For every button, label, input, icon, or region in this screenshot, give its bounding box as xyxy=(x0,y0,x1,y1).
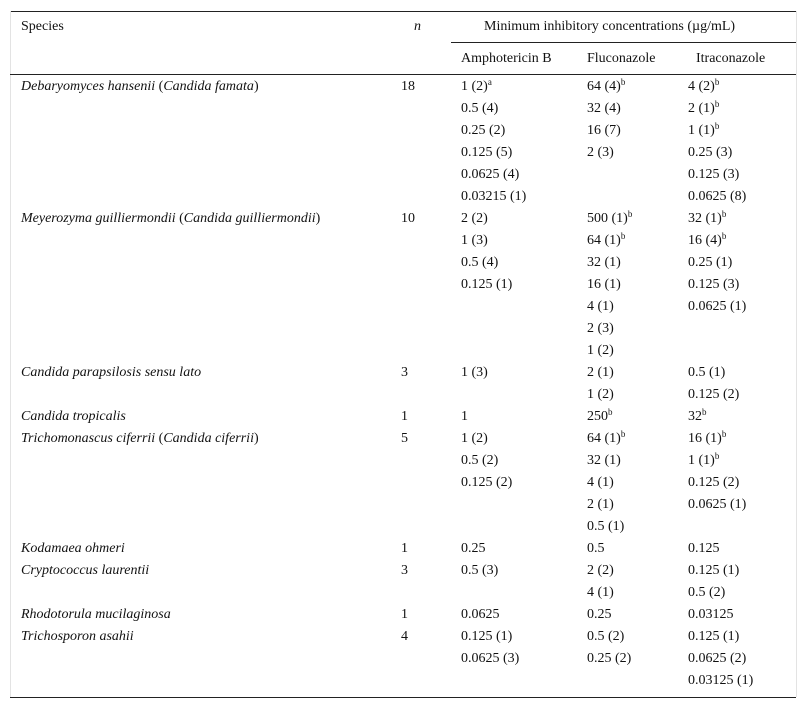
fluconazole-mic: 1 (2) xyxy=(587,387,614,402)
itraconazole-mic: 0.125 (1) xyxy=(688,563,740,578)
amphotericin-mic: 0.5 (4) xyxy=(461,255,499,270)
fluconazole-mic: 0.5 (2) xyxy=(587,629,625,644)
species-synonym: Candida famata xyxy=(163,79,254,94)
footnote-marker: b xyxy=(714,99,720,109)
fluconazole-mic: 64 $(4)^b$ xyxy=(587,77,626,94)
amphotericin-mic: 2 (2) xyxy=(461,211,488,226)
mic-group-rule xyxy=(451,42,796,43)
amphotericin-mic: 0.5 (3) xyxy=(461,563,499,578)
itraconazole-mic: 0.125 (3) xyxy=(688,167,740,182)
footnote-marker: b xyxy=(702,407,707,417)
species-scientific-name: Cryptococcus laurentii xyxy=(21,563,150,578)
itraconazole-mic: 0.125 (3) xyxy=(688,277,740,292)
amphotericin-mic: 0.125 (2) xyxy=(461,475,513,490)
amphotericin-mic: 0.0625 xyxy=(461,607,500,622)
amphotericin-mic: 0.125 (1) xyxy=(461,277,513,292)
itraconazole-mic: 1 $(1)^b$ xyxy=(688,451,720,468)
amphotericin-mic: 0.03215 (1) xyxy=(461,189,527,204)
table-left-border xyxy=(10,11,11,697)
fluconazole-mic: 0.25 (2) xyxy=(587,651,632,666)
footnote-marker: b xyxy=(620,77,626,87)
fluconazole-mic: 2 (3) xyxy=(587,321,614,336)
itraconazole-mic: 32$^b$ xyxy=(688,407,707,424)
species-scientific-name: Trichomonascus ciferrii xyxy=(21,431,156,446)
species-name xyxy=(21,362,201,384)
fluconazole-mic: 16 (1) xyxy=(587,277,621,292)
header-species: Species xyxy=(21,19,64,34)
species-scientific-name: Trichosporon asahii xyxy=(21,629,134,644)
species-scientific-name: Candida tropicalis xyxy=(21,409,126,424)
header-itraconazole: Itraconazole xyxy=(696,51,766,66)
footnote-marker: b xyxy=(620,231,626,241)
footnote-marker: a xyxy=(487,77,492,87)
fluconazole-mic: 2 (2) xyxy=(587,563,614,578)
amphotericin-mic: 0.0625 (3) xyxy=(461,651,520,666)
fluconazole-mic: 32 (1) xyxy=(587,255,621,270)
species-name: Trichomonascus ciferrii (Candida ciferrii) xyxy=(21,431,259,446)
isolate-count: 3 xyxy=(401,365,408,380)
species-scientific-name: Debaryomyces hansenii xyxy=(21,79,156,94)
footnote-marker: b xyxy=(721,209,727,219)
species-name xyxy=(21,538,125,560)
fluconazole-mic: 64 $(1)^b$ xyxy=(587,429,626,446)
footnote-marker: b xyxy=(721,231,727,241)
amphotericin-mic: 0.0625 (4) xyxy=(461,167,520,182)
footnote-marker: b xyxy=(714,451,720,461)
isolate-count: 1 xyxy=(401,541,408,556)
itraconazole-mic: 0.25 (1) xyxy=(688,255,733,270)
fluconazole-mic: 1 (2) xyxy=(587,343,614,358)
fluconazole-mic: 4 (1) xyxy=(587,585,614,600)
species-name: Debaryomyces hansenii (Candida famata) xyxy=(21,79,259,94)
itraconazole-mic: 0.25 (3) xyxy=(688,145,733,160)
fluconazole-mic: 32 (1) xyxy=(587,453,621,468)
header-fluconazole: Fluconazole xyxy=(587,51,656,66)
itraconazole-mic: 4 $(2)^b$ xyxy=(688,77,720,94)
header-rule xyxy=(10,74,796,75)
amphotericin-mic: 0.125 (5) xyxy=(461,145,513,160)
fluconazole-mic: 2 (1) xyxy=(587,497,614,512)
species-name: Meyerozyma guilliermondii (Candida guilliermondii) xyxy=(21,211,321,226)
amphotericin-mic: 0.5 (4) xyxy=(461,101,499,116)
itraconazole-mic: 1 $(1)^b$ xyxy=(688,121,720,138)
species-scientific-name: Rhodotorula mucilaginosa xyxy=(21,607,171,622)
species-scientific-name: Candida parapsilosis sensu lato xyxy=(21,365,202,380)
fluconazole-mic: 2 (3) xyxy=(587,145,614,160)
isolate-count: 1 xyxy=(401,409,408,424)
itraconazole-mic: 32 $(1)^b$ xyxy=(688,209,727,226)
amphotericin-mic: 0.25 xyxy=(461,541,486,556)
fluconazole-mic: 0.25 xyxy=(587,607,612,622)
species-synonym: Candida ciferrii xyxy=(163,431,254,446)
itraconazole-mic: 16 $(4)^b$ xyxy=(688,231,727,248)
itraconazole-mic: 2 $(1)^b$ xyxy=(688,99,720,116)
table-right-border xyxy=(796,11,797,697)
amphotericin-mic: 0.5 (2) xyxy=(461,453,499,468)
footnote-marker: b xyxy=(714,121,720,131)
header-amphotericin: Amphotericin B xyxy=(461,51,552,66)
isolate-count: 3 xyxy=(401,563,408,578)
itraconazole-mic: 0.0625 (1) xyxy=(688,497,747,512)
fluconazole-mic: 500 $(1)^b$ xyxy=(587,209,633,226)
fluconazole-mic: 32 (4) xyxy=(587,101,621,116)
amphotericin-mic: 1 $(2)^a$ xyxy=(461,77,492,94)
amphotericin-mic: 1 (3) xyxy=(461,365,488,380)
itraconazole-mic: 0.125 (2) xyxy=(688,475,740,490)
footnote-marker: b xyxy=(714,77,720,87)
fluconazole-mic: 4 (1) xyxy=(587,299,614,314)
species-scientific-name: Meyerozyma guilliermondii xyxy=(21,211,176,226)
amphotericin-mic: 0.25 (2) xyxy=(461,123,506,138)
species-synonym: Candida guilliermondii xyxy=(183,211,316,226)
itraconazole-mic: 0.125 xyxy=(688,541,720,556)
itraconazole-mic: 0.03125 (1) xyxy=(688,673,754,688)
isolate-count: 10 xyxy=(401,211,415,226)
footnote-marker: b xyxy=(620,429,626,439)
itraconazole-mic: 0.5 (2) xyxy=(688,585,726,600)
header-n: n xyxy=(414,19,421,34)
itraconazole-mic: 0.0625 (2) xyxy=(688,651,747,666)
isolate-count: 1 xyxy=(401,607,408,622)
footnote-marker: b xyxy=(721,429,727,439)
isolate-count: 18 xyxy=(401,79,415,94)
species-name xyxy=(21,626,134,648)
fluconazole-mic: 64 $(1)^b$ xyxy=(587,231,626,248)
species-scientific-name: Kodamaea ohmeri xyxy=(21,541,125,556)
amphotericin-mic: 1 (2) xyxy=(461,431,488,446)
itraconazole-mic: 0.0625 (1) xyxy=(688,299,747,314)
fluconazole-mic: 4 (1) xyxy=(587,475,614,490)
isolate-count: 4 xyxy=(401,629,408,644)
footnote-marker: b xyxy=(627,209,633,219)
species-name xyxy=(21,604,171,626)
itraconazole-mic: 0.03125 xyxy=(688,607,734,622)
amphotericin-mic: 0.125 (1) xyxy=(461,629,513,644)
species-name xyxy=(21,406,126,428)
isolate-count: 5 xyxy=(401,431,408,446)
itraconazole-mic: 0.125 (1) xyxy=(688,629,740,644)
table-bottom-rule xyxy=(10,697,796,698)
itraconazole-mic: 0.5 (1) xyxy=(688,365,726,380)
fluconazole-mic: 16 (7) xyxy=(587,123,621,138)
itraconazole-mic: 0.0625 (8) xyxy=(688,189,747,204)
fluconazole-mic: 0.5 (1) xyxy=(587,519,625,534)
fluconazole-mic: 250$^b$ xyxy=(587,407,613,424)
table-top-rule xyxy=(10,11,796,12)
species-name xyxy=(21,560,149,582)
itraconazole-mic: 16 $(1)^b$ xyxy=(688,429,727,446)
amphotericin-mic: 1 (3) xyxy=(461,233,488,248)
fluconazole-mic: 0.5 xyxy=(587,541,605,556)
fluconazole-mic: 2 (1) xyxy=(587,365,614,380)
amphotericin-mic: 1 xyxy=(461,409,468,424)
itraconazole-mic: 0.125 (2) xyxy=(688,387,740,402)
header-mic-group: Minimum inhibitory concentrations (µg/mL) xyxy=(484,19,736,34)
footnote-marker: b xyxy=(608,407,613,417)
